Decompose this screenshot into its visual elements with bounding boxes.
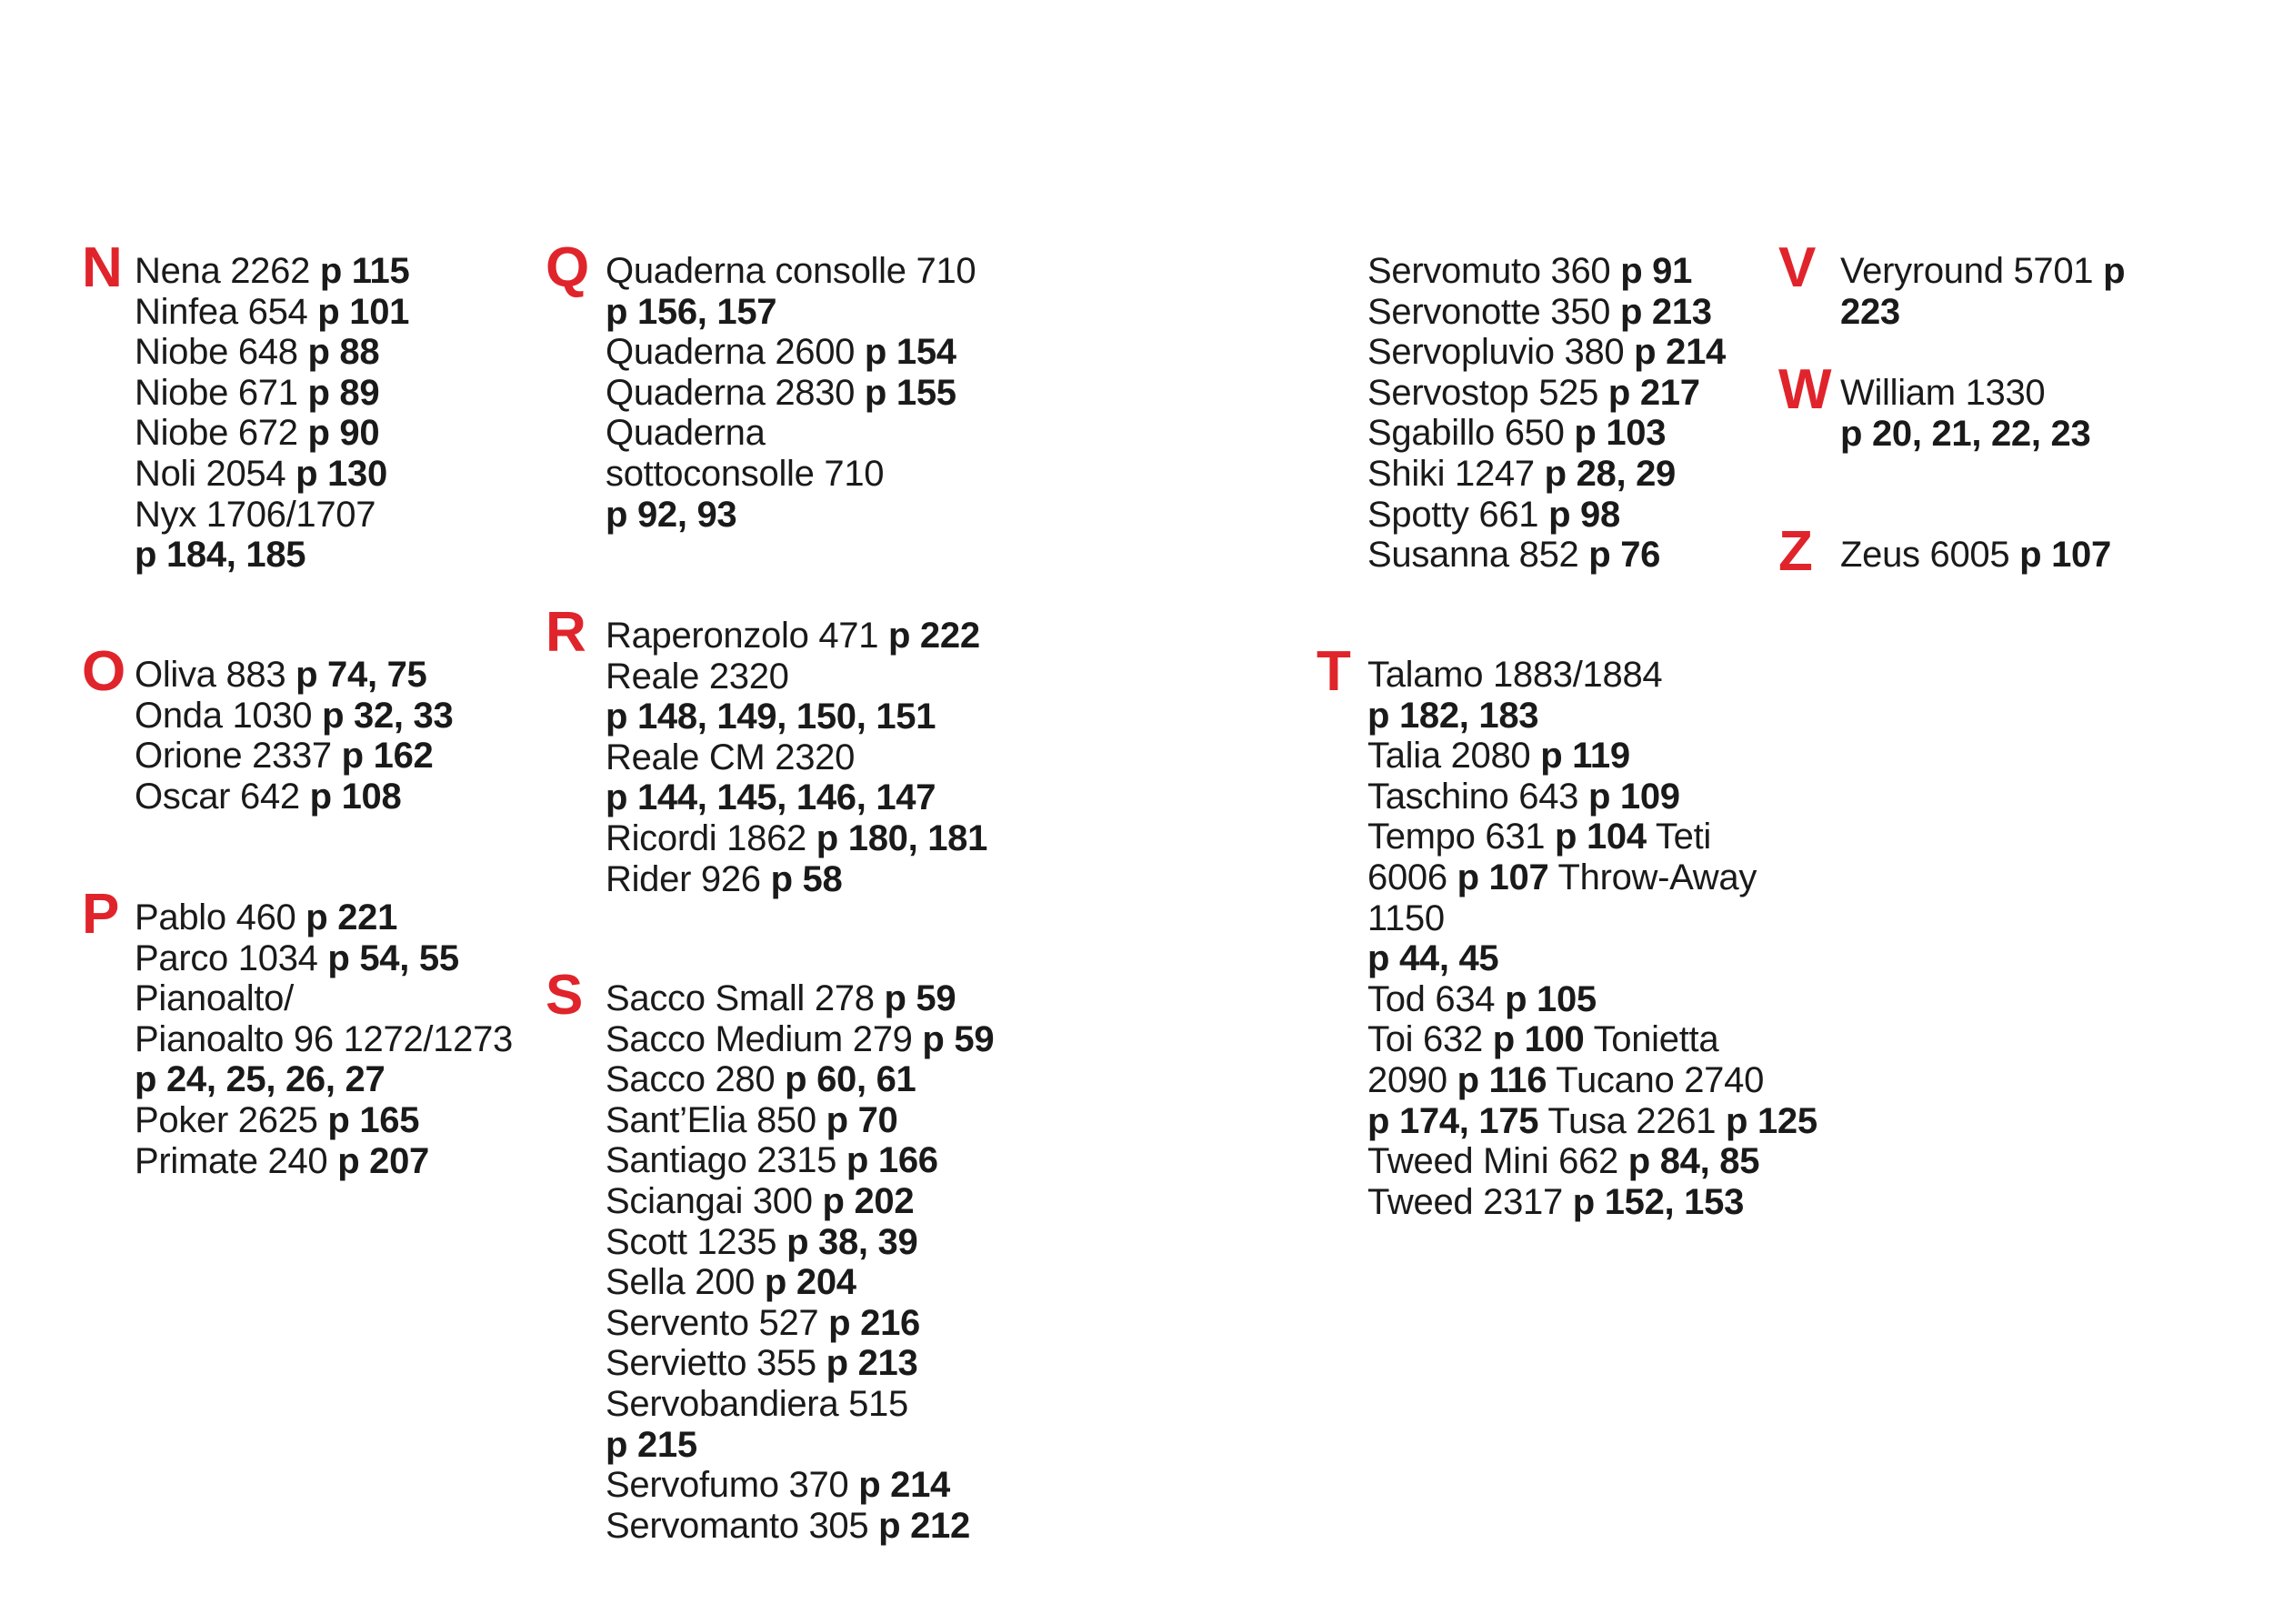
section-letter: P (82, 883, 120, 946)
index-entry-line (1367, 898, 1817, 939)
index-entry-line (1367, 1060, 1817, 1101)
index-entry-line (606, 495, 976, 536)
page-reference: p 154 (864, 332, 956, 373)
entry-text: Talamo 1883/1884 (1367, 655, 1663, 695)
entry-text: Teti (1646, 817, 1711, 857)
index-entry-line (1367, 292, 1726, 333)
entry-text: sottoconsolle 710 (606, 453, 885, 494)
section-letter: S (546, 964, 584, 1027)
section-letter: W (1778, 358, 1832, 421)
page-reference: p 162 (341, 736, 434, 777)
section-letter: O (82, 640, 126, 703)
index-entry-line (135, 332, 409, 373)
entry-text: Sant’Elia 850 (606, 1099, 826, 1140)
index-entry-line (606, 1303, 994, 1344)
index-entry-line (606, 1343, 994, 1384)
entry-text: Tempo 631 (1367, 817, 1556, 857)
index-entry-line (1367, 817, 1817, 857)
entry-text: 2090 (1367, 1059, 1457, 1100)
page-reference: p 76 (1588, 535, 1661, 576)
index-entry-line (135, 897, 513, 938)
page-reference: p 54, 55 (327, 937, 459, 978)
index-entry-line (606, 818, 987, 859)
index-entry-line (1367, 736, 1817, 777)
section-letter: T (1317, 640, 1351, 703)
page-reference: p 152, 153 (1572, 1181, 1745, 1222)
index-entry-line (606, 413, 976, 454)
index-entry-line (606, 657, 987, 697)
page-reference: p 107 (1457, 857, 1549, 897)
index-entry-line (606, 1384, 994, 1425)
entry-text: Tweed Mini 662 (1367, 1141, 1628, 1182)
entry-text: Toi 632 (1367, 1019, 1493, 1060)
index-entry-line (606, 251, 976, 292)
index-entry-line (1367, 777, 1817, 817)
page-reference: p 59 (884, 978, 956, 1018)
entry-text: Spotty 661 (1367, 494, 1549, 535)
index-entry-line (135, 777, 453, 817)
page-reference: p 213 (826, 1343, 918, 1384)
page-reference: p 98 (1548, 494, 1620, 535)
index-entry-line (1367, 857, 1817, 898)
page-reference: p 165 (327, 1099, 420, 1140)
entry-list (135, 655, 453, 817)
entry-text: Talia 2080 (1367, 736, 1541, 777)
entry-text: Shiki 1247 (1367, 453, 1545, 494)
entry-text: Primate 240 (135, 1140, 338, 1181)
index-entry-line (1840, 535, 2111, 576)
index-entry-line (135, 736, 453, 777)
page-reference: p 70 (826, 1099, 898, 1140)
index-entry-line (1840, 373, 2090, 414)
index-entry-line (135, 1059, 513, 1100)
page-reference: p 130 (295, 453, 387, 494)
index-entry-line (1367, 979, 1817, 1020)
index-entry-line (606, 1100, 994, 1141)
index-entry-line (135, 251, 409, 292)
entry-text: Servobandiera 515 (606, 1383, 908, 1424)
index-entry-line (606, 1506, 994, 1547)
index-entry-line (135, 938, 513, 979)
entry-text: Servomanto 305 (606, 1505, 879, 1546)
entry-list (135, 897, 513, 1181)
index-entry-line (606, 859, 987, 900)
entry-text: Servostop 525 (1367, 372, 1608, 413)
entry-text: Quaderna 2830 (606, 372, 865, 413)
entry-text: Orione 2337 (135, 736, 342, 777)
entry-text: Scott 1235 (606, 1221, 787, 1262)
entry-list (1367, 251, 1726, 576)
entry-text: Tucano 2740 (1547, 1059, 1765, 1100)
page-reference: p 221 (305, 897, 398, 937)
page-reference: p 59 (922, 1018, 995, 1059)
index-entry-line (606, 454, 976, 495)
page-reference: p 144, 145, 146, 147 (606, 777, 936, 818)
page-reference: p 156, 157 (606, 291, 777, 332)
index-entry-line (606, 1222, 994, 1263)
index-entry-line (135, 495, 409, 536)
page-reference: p 24, 25, 26, 27 (135, 1059, 386, 1100)
entry-list (606, 251, 976, 535)
index-entry-line (1367, 1182, 1817, 1223)
section-letter: V (1778, 236, 1817, 299)
page-reference: p 38, 39 (786, 1221, 918, 1262)
page-reference: p 28, 29 (1544, 453, 1676, 494)
index-entry-line (606, 1140, 994, 1181)
page-reference: p 84, 85 (1627, 1141, 1760, 1182)
page-reference: p 180, 181 (816, 817, 988, 858)
index-entry-line (606, 777, 987, 818)
page-reference: p 115 (319, 251, 410, 291)
entry-text: Ricordi 1862 (606, 817, 816, 858)
entry-text: Sella 200 (606, 1262, 765, 1303)
index-entry-line (135, 292, 409, 333)
entry-text: Ninfea 654 (135, 291, 318, 332)
entry-text: Quaderna (606, 413, 766, 454)
index-entry-line (1840, 414, 2090, 455)
entry-list (1840, 535, 2111, 576)
page-reference: p 125 (1726, 1100, 1817, 1141)
page-reference: p (2103, 251, 2126, 291)
page-reference: p 104 (1555, 817, 1647, 857)
entry-text: William 1330 (1840, 373, 2046, 413)
page-reference: p 207 (337, 1140, 429, 1181)
entry-text: Nyx 1706/1707 (135, 494, 376, 535)
page-reference: p 212 (878, 1505, 970, 1546)
entry-text: Zeus 6005 (1840, 535, 2020, 575)
index-entry-line (1840, 292, 2125, 333)
index-entry-line (1367, 332, 1726, 373)
index-entry-line (135, 655, 453, 696)
page-reference: p 92, 93 (606, 494, 737, 535)
entry-text: Sacco Medium 279 (606, 1018, 923, 1059)
page-reference: p 105 (1505, 978, 1597, 1019)
entry-text: Servietto 355 (606, 1343, 826, 1384)
entry-text: Servofumo 370 (606, 1465, 859, 1506)
page-reference: 223 (1840, 291, 1900, 332)
entry-text: Niobe 672 (135, 413, 308, 454)
page-reference: p 108 (309, 776, 402, 817)
page-reference: p 44, 45 (1367, 938, 1499, 979)
entry-text: Santiago 2315 (606, 1140, 846, 1181)
entry-list (606, 978, 994, 1546)
entry-text: Tusa 2261 (1538, 1100, 1727, 1141)
index-entry-line (606, 978, 994, 1019)
entry-text: Nena 2262 (135, 251, 320, 291)
index-entry-line (135, 413, 409, 454)
entry-text: Noli 2054 (135, 453, 296, 494)
index-entry-line (135, 535, 409, 576)
page-reference: p 166 (846, 1140, 938, 1181)
page-reference: p 214 (1634, 332, 1726, 373)
page-reference: p 215 (606, 1424, 697, 1465)
index-entry-line (1367, 655, 1817, 696)
entry-text: Veryround 5701 (1840, 251, 2104, 291)
page-reference: p 119 (1540, 736, 1630, 777)
entry-text: Oliva 883 (135, 655, 296, 695)
entry-text: Reale 2320 (606, 656, 789, 697)
index-entry-line (1367, 251, 1726, 292)
index-entry-line (606, 1059, 994, 1100)
page-reference: p 217 (1607, 372, 1700, 413)
entry-list (1367, 655, 1817, 1222)
page-reference: p 88 (307, 332, 380, 373)
page-reference: p 204 (764, 1262, 856, 1303)
page-reference: p 216 (828, 1302, 920, 1343)
entry-text: Rider 926 (606, 858, 771, 899)
index-entry-line (1840, 251, 2125, 292)
index-entry-line (1367, 495, 1726, 536)
index-entry-line (135, 696, 453, 737)
entry-list (135, 251, 409, 576)
entry-text: Servento 527 (606, 1302, 829, 1343)
index-entry-line (135, 373, 409, 414)
index-entry-line (606, 737, 987, 778)
page-reference: p 20, 21, 22, 23 (1840, 413, 2091, 454)
page-reference: p 222 (887, 616, 980, 656)
entry-text: 6006 (1367, 857, 1457, 897)
page-reference: p 184, 185 (135, 535, 306, 576)
entry-text: Tod 634 (1367, 978, 1506, 1019)
index-entry-line (1367, 373, 1726, 414)
entry-text: Niobe 648 (135, 332, 308, 373)
index-entry-line (1367, 1101, 1817, 1142)
index-entry-line (135, 978, 513, 1019)
entry-text: Servomuto 360 (1367, 251, 1621, 291)
entry-text: Throw-Away (1548, 857, 1757, 897)
page-reference: p 100 (1492, 1019, 1585, 1060)
entry-text: Pianoalto 96 1272/1273 (135, 1018, 513, 1059)
section-letter: Q (546, 236, 590, 299)
index-entry-line (606, 697, 987, 737)
section-letter: Z (1778, 520, 1813, 583)
entry-text: Raperonzolo 471 (606, 616, 888, 656)
index-entry-line (606, 373, 976, 414)
index-entry-line (606, 292, 976, 333)
index-entry-line (606, 1465, 994, 1506)
page-reference: p 148, 149, 150, 151 (606, 697, 936, 737)
index-entry-line (1367, 1019, 1817, 1060)
index-entry-line (606, 1181, 994, 1222)
page-reference: p 107 (2019, 535, 2111, 575)
entry-text: Quaderna 2600 (606, 332, 865, 373)
page-reference: p 214 (858, 1465, 950, 1506)
entry-text: Oscar 642 (135, 776, 310, 817)
entry-list (1840, 251, 2125, 332)
index-entry-line (135, 1100, 513, 1141)
entry-text: Reale CM 2320 (606, 737, 856, 777)
page-reference: p 89 (307, 372, 380, 413)
entry-text: Servonotte 350 (1367, 291, 1620, 332)
page-reference: p 60, 61 (785, 1059, 916, 1100)
page-reference: p 116 (1457, 1059, 1547, 1100)
entry-text: Tonietta (1584, 1019, 1719, 1060)
entry-text: Sacco 280 (606, 1059, 786, 1100)
entry-text: 1150 (1367, 897, 1445, 938)
entry-text: Pianoalto/ (135, 978, 294, 1019)
page-reference: p 202 (822, 1180, 915, 1221)
page-reference: p 74, 75 (295, 655, 427, 695)
page-reference: p 58 (770, 858, 843, 899)
entry-text: Pablo 460 (135, 897, 306, 937)
index-entry-line (135, 1019, 513, 1060)
index-entry-line (1367, 1141, 1817, 1182)
index-entry-line (1367, 535, 1726, 576)
entry-text: Taschino 643 (1367, 776, 1588, 817)
section-letter: N (82, 236, 123, 299)
entry-text: Servopluvio 380 (1367, 332, 1635, 373)
index-entry-line (606, 332, 976, 373)
entry-text: Parco 1034 (135, 937, 328, 978)
entry-list (1840, 373, 2090, 454)
section-letter: R (546, 601, 586, 664)
entry-text: Poker 2625 (135, 1099, 328, 1140)
index-entry-line (135, 454, 409, 495)
index-entry-line (606, 1019, 994, 1060)
index-entry-line (135, 1141, 513, 1182)
page-reference: p 109 (1587, 776, 1680, 817)
page-reference: p 103 (1574, 413, 1667, 454)
page-reference: p 91 (1620, 251, 1693, 291)
page-reference: p 155 (864, 372, 956, 413)
entry-text: Sciangai 300 (606, 1180, 823, 1221)
page-reference: p 90 (307, 413, 380, 454)
index-entry-line (606, 1425, 994, 1466)
page-reference: p 174, 175 (1367, 1100, 1539, 1141)
index-entry-line (1367, 938, 1817, 979)
entry-text: Tweed 2317 (1367, 1181, 1573, 1222)
index-entry-line (606, 616, 987, 657)
entry-list (606, 616, 987, 899)
entry-text: Sgabillo 650 (1367, 413, 1575, 454)
index-entry-line (1367, 454, 1726, 495)
entry-text: Niobe 671 (135, 372, 308, 413)
page-reference: p 32, 33 (322, 695, 454, 736)
page-reference: p 182, 183 (1367, 695, 1539, 736)
entry-text: Susanna 852 (1367, 535, 1589, 576)
page-reference: p 101 (317, 291, 410, 332)
page-reference: p 213 (1619, 291, 1712, 332)
index-entry-line (606, 1262, 994, 1303)
entry-text: Onda 1030 (135, 695, 323, 736)
index-entry-line (1367, 696, 1817, 737)
index-entry-line (1367, 413, 1726, 454)
entry-text: Sacco Small 278 (606, 978, 885, 1018)
entry-text: Quaderna consolle 710 (606, 251, 976, 291)
